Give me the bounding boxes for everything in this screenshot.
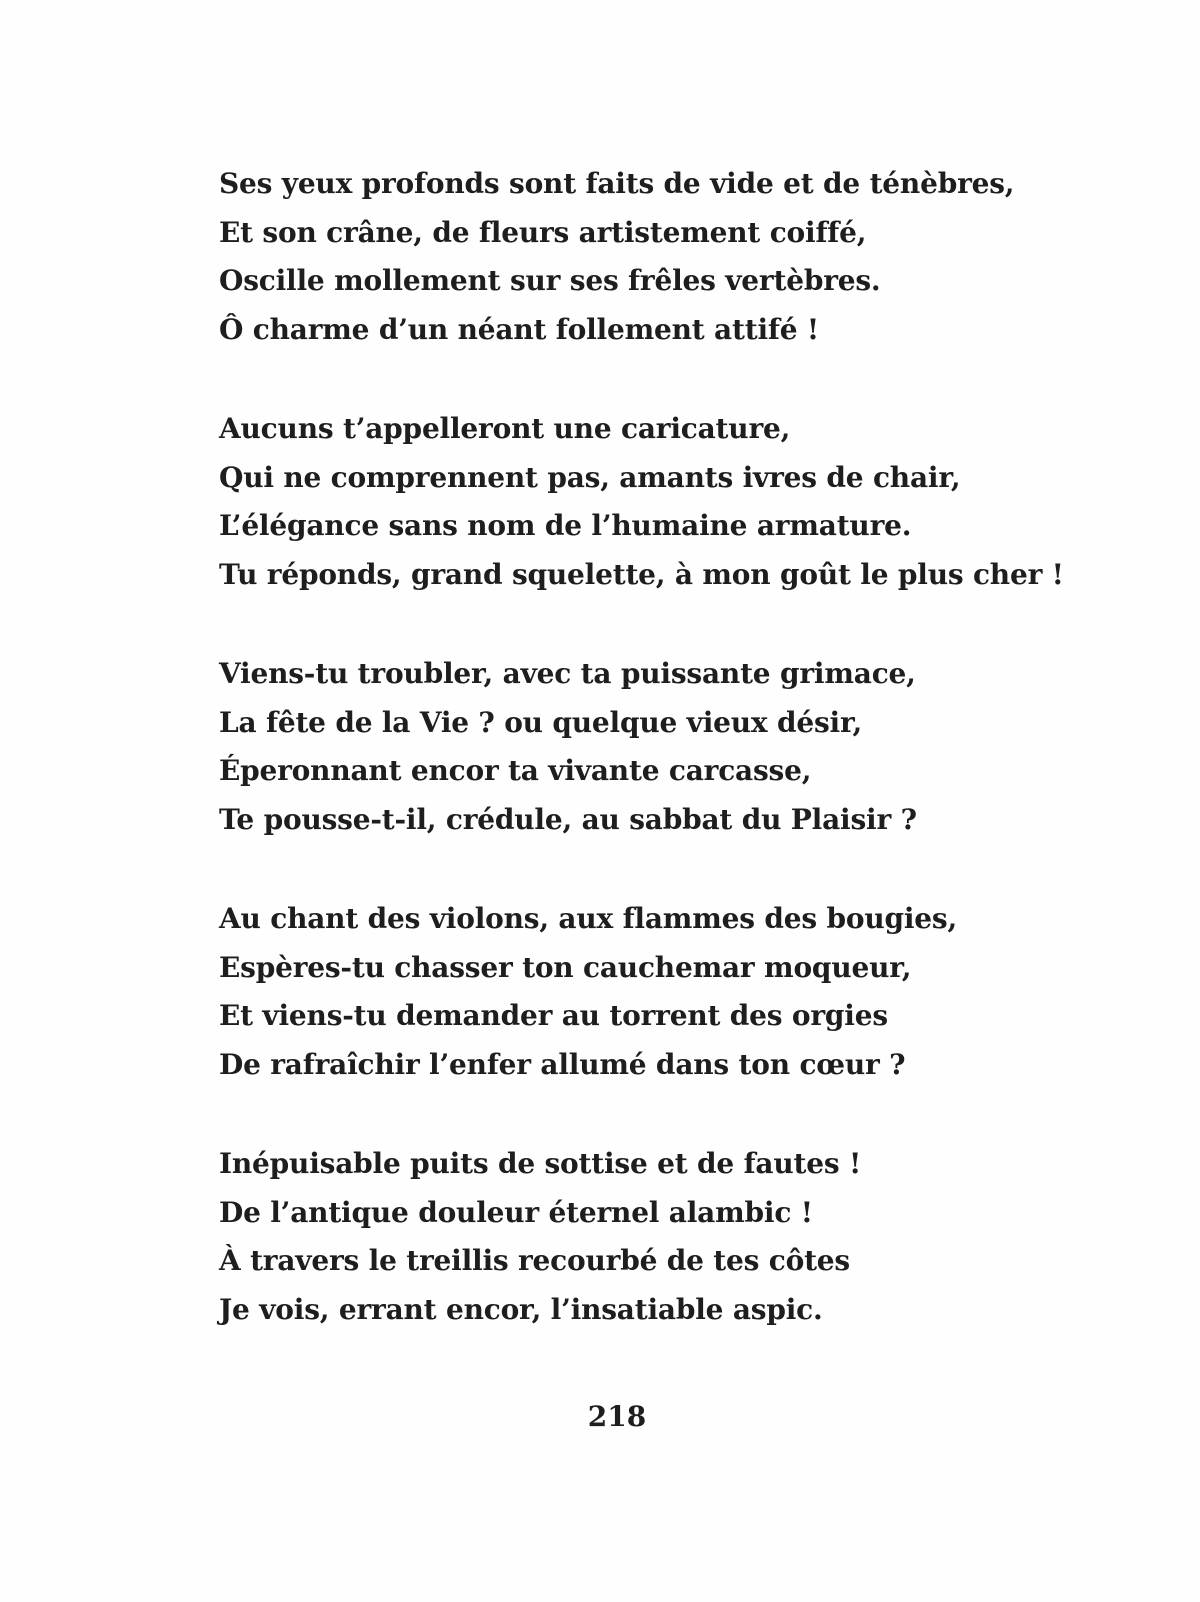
stanza-5 xyxy=(219,1140,1059,1334)
verse-line: Je vois, errant encor, l’insatiable aspic. xyxy=(219,1292,823,1326)
verse-line: Te pousse-t-il, crédule, au sabbat du Plaisir ? xyxy=(219,802,917,836)
verse-line: Ô charme d’un néant follement attifé ! xyxy=(219,312,820,346)
verse-line: L’élégance sans nom de l’humaine armature. xyxy=(219,509,912,542)
verse-line: À travers le treillis recourbé de tes côtes xyxy=(219,1244,850,1277)
verse-line: Aucuns t’appelleront une caricature, xyxy=(219,412,791,445)
verse-line: Inépuisable puits de sottise et de fautes ! xyxy=(219,1147,862,1180)
verse-line: Et son crâne, de fleurs artistement coiffé, xyxy=(219,215,867,249)
verse-line: Espères-tu chasser ton cauchemar moqueur, xyxy=(219,950,912,984)
verse-line: De rafraîchir l’enfer allumé dans ton cœur ? xyxy=(219,1047,906,1081)
stanza-2 xyxy=(219,405,1064,599)
page-number: 218 xyxy=(587,1400,647,1433)
verse-line: Oscille mollement sur ses frêles vertèbres. xyxy=(219,264,881,297)
verse-line: Ses yeux profonds sont faits de vide et de ténèbres, xyxy=(219,167,1015,200)
stanza-4 xyxy=(219,895,1059,1089)
verse-line: Tu réponds, grand squelette, à mon goût le plus cher ! xyxy=(219,557,1064,591)
poem xyxy=(219,160,1064,1385)
verse-line: Au chant des violons, aux flammes des bougies, xyxy=(219,902,958,935)
verse-line: La fête de la Vie ? ou quelque vieux désir, xyxy=(219,705,863,739)
verse-line: Viens-tu troubler, avec ta puissante grimace, xyxy=(219,657,916,690)
verse-line: De l’antique douleur éternel alambic ! xyxy=(219,1195,813,1229)
verse-line: Qui ne comprennent pas, amants ivres de chair, xyxy=(219,460,961,494)
stanza-3 xyxy=(219,650,1059,844)
stanza-1 xyxy=(219,160,1059,354)
verse-line: Et viens-tu demander au torrent des orgies xyxy=(219,999,888,1032)
verse-line: Éperonnant encor ta vivante carcasse, xyxy=(219,754,812,787)
